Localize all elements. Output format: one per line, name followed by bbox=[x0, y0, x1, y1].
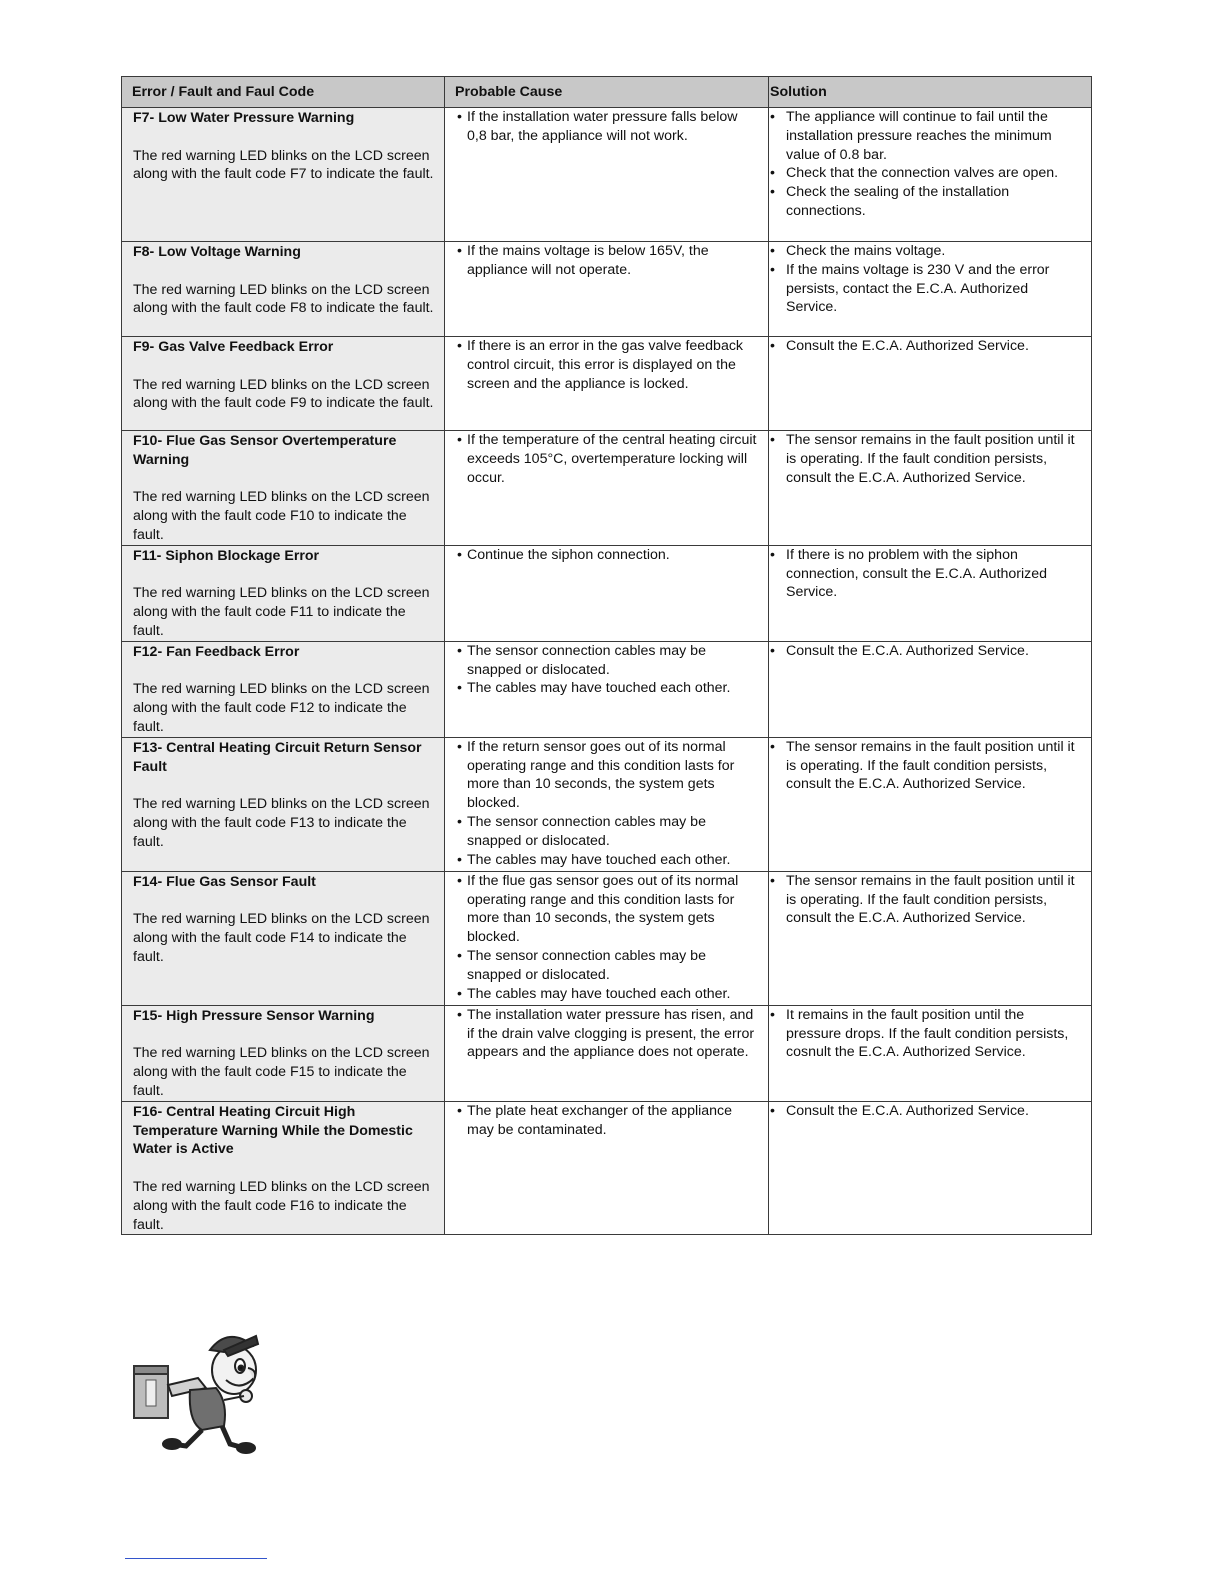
cause-item: • If the installation water pressure falls below 0,8 bar, the appliance will not work. bbox=[457, 108, 760, 146]
fault-cell bbox=[122, 545, 445, 641]
table-row bbox=[122, 737, 1092, 871]
fault-title: F16- Central Heating Circuit High Temperature Warning While the Domestic Water is Active bbox=[133, 1103, 413, 1158]
cause-item: • If the flue gas sensor goes out of its normal operating range and this condition lasts for more than 10 seconds, the system gets blocked. bbox=[457, 872, 760, 947]
solution-cell bbox=[769, 1101, 1092, 1235]
fault-description: The red warning LED blinks on the LCD screen along with the fault code F8 to indicate the fault. bbox=[133, 281, 434, 317]
cause-item: • If the mains voltage is below 165V, the appliance will not operate. bbox=[457, 242, 760, 280]
solution-item: • Consult the E.C.A. Authorized Service. bbox=[770, 1102, 1083, 1121]
header-probable-cause: Probable Cause bbox=[445, 77, 769, 108]
table-header-row bbox=[122, 77, 1092, 108]
solution-cell bbox=[769, 737, 1092, 871]
table-row bbox=[122, 242, 1092, 337]
solution-item: • The sensor remains in the fault position until it is operating. If the fault condition persists, consult the E.C.A. Authorized Service. bbox=[770, 738, 1083, 794]
fault-title: F11- Siphon Blockage Error bbox=[133, 547, 320, 564]
solution-cell bbox=[769, 871, 1092, 1005]
fault-code-table bbox=[121, 76, 1092, 1235]
fault-title: F7- Low Water Pressure Warning bbox=[133, 110, 355, 126]
cause-item: • The cables may have touched each other. bbox=[457, 851, 760, 870]
cause-cell bbox=[445, 1005, 769, 1101]
solution-item: • It remains in the fault position until the pressure drops. If the fault condition persists, cosnult the E.C.A. Authorized Service. bbox=[770, 1006, 1083, 1062]
fault-cell bbox=[122, 431, 445, 546]
fault-title: F9- Gas Valve Feedback Error bbox=[133, 339, 334, 355]
solution-item: • If the mains voltage is 230 V and the error persists, contact the E.C.A. Authorized Service. bbox=[770, 261, 1083, 317]
cause-cell bbox=[445, 871, 769, 1005]
fault-description: The red warning LED blinks on the LCD screen along with the fault code F12 to indicate the fault. bbox=[133, 681, 430, 735]
fault-cell bbox=[122, 1101, 445, 1235]
fault-description: The red warning LED blinks on the LCD screen along with the fault code F11 to indicate the fault. bbox=[133, 585, 430, 639]
table-row bbox=[122, 871, 1092, 1005]
cause-cell bbox=[445, 242, 769, 337]
cause-cell bbox=[445, 737, 769, 871]
fault-description: The red warning LED blinks on the LCD screen along with the fault code F16 to indicate the fault. bbox=[133, 1178, 430, 1233]
fault-description: The red warning LED blinks on the LCD screen along with the fault code F14 to indicate the fault. bbox=[133, 911, 430, 965]
cause-item: • The cables may have touched each other. bbox=[457, 985, 760, 1004]
fault-cell bbox=[122, 108, 445, 242]
fault-description: The red warning LED blinks on the LCD screen along with the fault code F9 to indicate the fault. bbox=[133, 376, 434, 412]
cause-cell bbox=[445, 337, 769, 431]
solution-cell bbox=[769, 641, 1092, 737]
fault-cell bbox=[122, 1005, 445, 1101]
cause-cell bbox=[445, 1101, 769, 1235]
fault-title: F8- Low Voltage Warning bbox=[133, 244, 301, 260]
fault-title: F12- Fan Feedback Error bbox=[133, 643, 300, 660]
cause-item: • Continue the siphon connection. bbox=[457, 546, 760, 565]
cause-item: • The sensor connection cables may be snapped or dislocated. bbox=[457, 642, 760, 680]
cause-cell bbox=[445, 545, 769, 641]
fault-cell bbox=[122, 337, 445, 431]
cause-item: • The installation water pressure has risen, and if the drain valve clogging is present, the error appears and the appliance does not operate. bbox=[457, 1006, 760, 1062]
cause-item: • If the return sensor goes out of its normal operating range and this condition lasts for more than 10 seconds, the system gets blocked. bbox=[457, 738, 760, 813]
cause-item: • If there is an error in the gas valve feedback control circuit, this error is displayed on the screen and the appliance is locked. bbox=[457, 337, 760, 393]
solution-item: • Check the mains voltage. bbox=[770, 242, 1083, 261]
solution-cell bbox=[769, 242, 1092, 337]
solution-cell bbox=[769, 1005, 1092, 1101]
table-row bbox=[122, 1101, 1092, 1235]
header-solution: Solution bbox=[769, 77, 1092, 108]
footnote-separator bbox=[125, 1558, 267, 1559]
technician-mascot-icon bbox=[128, 1330, 268, 1455]
solution-item: • Consult the E.C.A. Authorized Service. bbox=[770, 337, 1083, 356]
fault-description: The red warning LED blinks on the LCD screen along with the fault code F15 to indicate the fault. bbox=[133, 1045, 430, 1099]
fault-title: F10- Flue Gas Sensor Overtemperature Warning bbox=[133, 433, 397, 468]
solution-item: • Check the sealing of the installation connections. bbox=[770, 183, 1083, 221]
fault-cell bbox=[122, 641, 445, 737]
fault-cell bbox=[122, 242, 445, 337]
cause-cell bbox=[445, 641, 769, 737]
cause-item: • If the temperature of the central heating circuit exceeds 105°C, overtemperature locking will occur. bbox=[457, 431, 760, 487]
table-row bbox=[122, 337, 1092, 431]
fault-title: F15- High Pressure Sensor Warning bbox=[133, 1007, 375, 1024]
solution-item: • If there is no problem with the siphon connection, consult the E.C.A. Authorized Service. bbox=[770, 546, 1083, 602]
fault-cell bbox=[122, 737, 445, 871]
fault-title: F14- Flue Gas Sensor Fault bbox=[133, 873, 316, 890]
cause-cell bbox=[445, 431, 769, 546]
cause-cell bbox=[445, 108, 769, 242]
fault-description: The red warning LED blinks on the LCD screen along with the fault code F13 to indicate the fault. bbox=[133, 796, 430, 850]
fault-description: The red warning LED blinks on the LCD screen along with the fault code F10 to indicate the fault. bbox=[133, 489, 430, 543]
fault-title: F13- Central Heating Circuit Return Sensor Fault bbox=[133, 739, 422, 775]
cause-item: • The sensor connection cables may be snapped or dislocated. bbox=[457, 813, 760, 851]
cause-item: • The sensor connection cables may be snapped or dislocated. bbox=[457, 947, 760, 985]
header-error-fault-code: Error / Fault and Faul Code bbox=[122, 77, 445, 108]
table-row bbox=[122, 641, 1092, 737]
table-row bbox=[122, 1005, 1092, 1101]
table-row bbox=[122, 545, 1092, 641]
solution-item: • The sensor remains in the fault position until it is operating. If the fault condition persists, consult the E.C.A. Authorized Service. bbox=[770, 872, 1083, 928]
solution-item: • The sensor remains in the fault position until it is operating. If the fault condition persists, consult the E.C.A. Authorized Service. bbox=[770, 431, 1083, 487]
table-row bbox=[122, 108, 1092, 242]
solution-item: • Check that the connection valves are open. bbox=[770, 164, 1083, 183]
cause-item: • The plate heat exchanger of the appliance may be contaminated. bbox=[457, 1102, 760, 1140]
table-row bbox=[122, 431, 1092, 546]
cause-item: • The cables may have touched each other. bbox=[457, 679, 760, 698]
fault-cell bbox=[122, 871, 445, 1005]
solution-item: • The appliance will continue to fail until the installation pressure reaches the minimum value of 0.8 bar. bbox=[770, 108, 1083, 164]
solution-item: • Consult the E.C.A. Authorized Service. bbox=[770, 642, 1083, 661]
fault-description: The red warning LED blinks on the LCD screen along with the fault code F7 to indicate the fault. bbox=[133, 147, 434, 183]
solution-cell bbox=[769, 545, 1092, 641]
solution-cell bbox=[769, 108, 1092, 242]
solution-cell bbox=[769, 337, 1092, 431]
solution-cell bbox=[769, 431, 1092, 546]
